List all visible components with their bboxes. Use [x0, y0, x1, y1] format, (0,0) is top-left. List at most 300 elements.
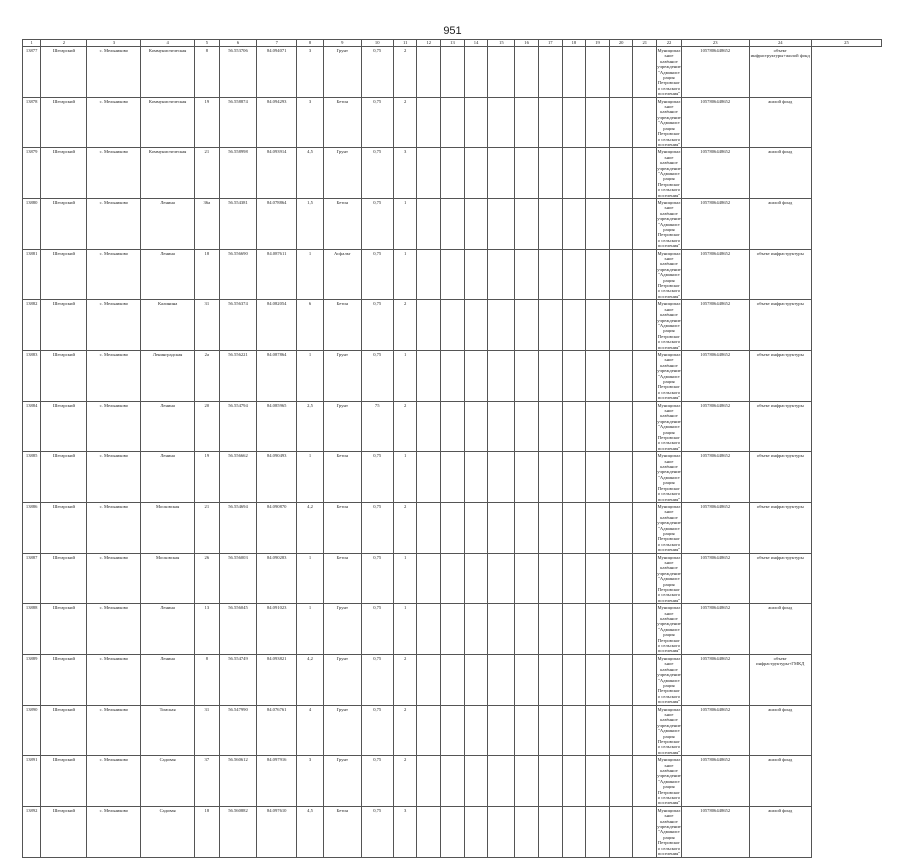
cell-settlement: с. Мельниково: [87, 47, 141, 98]
cell-settlement: с. Мельниково: [87, 502, 141, 553]
cell-street: Садовая: [141, 806, 195, 857]
cell-no: 13879: [23, 148, 41, 199]
cell-lat: 56.556690: [219, 249, 257, 300]
cell-empty: [538, 806, 562, 857]
cell-empty: [488, 350, 515, 401]
cell-organization: Муниципальное казённое учреждение "Администрация Петровского сельского поселения": [657, 250, 681, 299]
table-row: [23, 502, 882, 553]
cell-purpose: объект инфраструктуры+жилой фонд: [749, 47, 811, 98]
cell-district: Шегарский: [41, 350, 87, 401]
cell-empty: [633, 654, 657, 705]
cell-empty: [515, 452, 539, 503]
cell-lon: 84.090283: [257, 553, 297, 604]
column-header: 3: [87, 40, 141, 47]
cell-settlement: с. Мельниково: [87, 148, 141, 199]
cell-empty: [417, 350, 441, 401]
cell-lon: 84.085965: [257, 401, 297, 452]
cell-empty: [633, 553, 657, 604]
cell-empty: [586, 654, 610, 705]
cell-house: 31: [194, 300, 219, 351]
cell-empty: [417, 97, 441, 148]
cell-settlement: с. Мельниково: [87, 401, 141, 452]
cell-empty: [417, 148, 441, 199]
cell-organization: Муниципальное казённое учреждение "Администрация Петровского сельского поселения": [657, 149, 681, 198]
table-row: [23, 47, 882, 98]
cell-empty: [417, 654, 441, 705]
cell-empty: [586, 452, 610, 503]
cell-empty: [441, 806, 465, 857]
cell-empty: [586, 806, 610, 857]
cell-empty: [609, 502, 633, 553]
cell-settlement: с. Мельниково: [87, 604, 141, 655]
cell-empty: [586, 97, 610, 148]
cell-empty: [441, 756, 465, 807]
cell-lat: 56.560612: [219, 756, 257, 807]
cell-surface: Бетон: [323, 806, 361, 857]
cell-width: 0,75: [361, 97, 393, 148]
cell-empty: [586, 502, 610, 553]
cell-lat: 56.547990: [219, 705, 257, 756]
cell-house: 31: [194, 705, 219, 756]
cell-purpose: жилой фонд: [749, 756, 811, 807]
table-row: [23, 198, 882, 249]
cell-empty: [633, 249, 657, 300]
cell-empty: [633, 300, 657, 351]
cell-empty: [562, 654, 586, 705]
page-number: 951: [443, 25, 462, 37]
table-row: [23, 401, 882, 452]
cell-organization: Муниципальное казённое учреждение "Администрация Петровского сельского поселения": [657, 807, 681, 857]
cell-empty: [488, 249, 515, 300]
cell-empty: [515, 654, 539, 705]
cell-width: 0,75: [361, 756, 393, 807]
cell-empty: [417, 300, 441, 351]
cell-count: 1: [393, 553, 417, 604]
cell-settlement: с. Мельниково: [87, 654, 141, 705]
cell-empty: [562, 148, 586, 199]
cell-settlement: с. Мельниково: [87, 300, 141, 351]
cell-lon: 84.093914: [257, 148, 297, 199]
cell-empty: [441, 401, 465, 452]
cell-empty: [562, 604, 586, 655]
cell-empty: [562, 97, 586, 148]
cell-lat: 56.554381: [219, 198, 257, 249]
header-row: [23, 40, 882, 47]
cell-length: 1: [297, 604, 324, 655]
cell-width: 0,75: [361, 806, 393, 857]
cell-empty: [633, 97, 657, 148]
cell-organization: Муниципальное казённое учреждение "Администрация Петровского сельского поселения": [657, 605, 681, 654]
cell-lat: 56.560882: [219, 806, 257, 857]
cell-count: 1: [393, 198, 417, 249]
cell-lon: 84.090493: [257, 452, 297, 503]
cell-lat: 56.556374: [219, 300, 257, 351]
table-body: [23, 47, 882, 858]
cell-house: 18: [194, 249, 219, 300]
cell-lat: 56.556045: [219, 604, 257, 655]
cell-count: 2: [393, 97, 417, 148]
cell-empty: [633, 756, 657, 807]
cell-organization: Муниципальное казённое учреждение "Администрация Петровского сельского поселения": [657, 554, 681, 603]
cell-district: Шегарский: [41, 401, 87, 452]
cell-organization: Муниципальное казённое учреждение "Администрация Петровского сельского поселения": [657, 503, 681, 553]
cell-empty: [441, 350, 465, 401]
cell-empty: [633, 502, 657, 553]
cell-length: 4: [297, 705, 324, 756]
column-header: 25: [811, 40, 881, 47]
cell-empty: [441, 502, 465, 553]
column-header: 15: [488, 40, 515, 47]
cell-empty: [609, 300, 633, 351]
cell-empty: [562, 198, 586, 249]
cell-empty: [562, 806, 586, 857]
cell-empty: [488, 756, 515, 807]
cell-surface: Бетон: [323, 198, 361, 249]
cell-house: 26: [194, 553, 219, 604]
table-row: [23, 350, 882, 401]
cell-organization: Муниципальное казённое учреждение "Администрация Петровского сельского поселения": [657, 351, 681, 401]
cell-empty: [464, 806, 488, 857]
cell-surface: Бетон: [323, 553, 361, 604]
cell-empty: [464, 148, 488, 199]
column-header: 19: [586, 40, 610, 47]
cell-street: Томская: [141, 705, 195, 756]
cell-surface: Грунт: [323, 604, 361, 655]
cell-district: Шегарский: [41, 553, 87, 604]
cell-empty: [609, 401, 633, 452]
cell-empty: [586, 756, 610, 807]
cell-house: 18: [194, 806, 219, 857]
cell-empty: [488, 806, 515, 857]
cell-surface: Грунт: [323, 148, 361, 199]
cell-district: Шегарский: [41, 502, 87, 553]
cell-empty: [515, 300, 539, 351]
cell-empty: [417, 249, 441, 300]
cell-empty: [609, 198, 633, 249]
cell-length: 1: [297, 452, 324, 503]
cell-empty: [488, 604, 515, 655]
cell-empty: [538, 97, 562, 148]
cell-settlement: с. Мельниково: [87, 452, 141, 503]
cell-organization: Муниципальное казённое учреждение "Администрация Петровского сельского поселения": [657, 98, 681, 147]
cell-purpose: жилой фонд: [749, 604, 811, 655]
table-row: [23, 249, 882, 300]
cell-surface: Грунт: [323, 401, 361, 452]
table-row: [23, 452, 882, 503]
cell-ogrn: 1057806448652: [681, 47, 749, 98]
cell-purpose: жилой фонд: [749, 97, 811, 148]
cell-organization: Муниципальное казённое учреждение "Администрация Петровского сельского поселения": [657, 199, 681, 249]
cell-surface: Грунт: [323, 654, 361, 705]
cell-empty: [488, 502, 515, 553]
cell-organization: Муниципальное казённое учреждение "Администрация Петровского сельского поселения": [657, 402, 681, 451]
cell-empty: [538, 198, 562, 249]
cell-settlement: с. Мельниково: [87, 756, 141, 807]
cell-purpose: объект инфраструктуры+ГМКД: [749, 654, 811, 705]
cell-empty: [441, 300, 465, 351]
cell-purpose: объект инфраструктуры: [749, 553, 811, 604]
cell-empty: [464, 300, 488, 351]
cell-ogrn: 1057806448652: [681, 401, 749, 452]
cell-empty: [586, 604, 610, 655]
cell-empty: [488, 198, 515, 249]
cell-empty: [464, 452, 488, 503]
cell-count: 1: [393, 452, 417, 503]
cell-ogrn: 1057806448652: [681, 198, 749, 249]
cell-empty: [488, 452, 515, 503]
cell-street: Ленина: [141, 654, 195, 705]
cell-empty: [515, 350, 539, 401]
cell-district: Шегарский: [41, 452, 87, 503]
cell-settlement: с. Мельниково: [87, 198, 141, 249]
cell-street: Ленина: [141, 401, 195, 452]
cell-empty: [633, 350, 657, 401]
cell-empty: [562, 452, 586, 503]
cell-empty: [417, 705, 441, 756]
cell-empty: [538, 452, 562, 503]
cell-no: 13883: [23, 350, 41, 401]
cell-length: 4,5: [297, 806, 324, 857]
cell-empty: [586, 401, 610, 452]
cell-empty: [562, 401, 586, 452]
cell-empty: [609, 654, 633, 705]
cell-district: Шегарский: [41, 705, 87, 756]
cell-purpose: жилой фонд: [749, 705, 811, 756]
cell-empty: [538, 401, 562, 452]
cell-surface: Бетон: [323, 452, 361, 503]
cell-house: 19: [194, 452, 219, 503]
cell-no: 13892: [23, 806, 41, 857]
cell-empty: [515, 756, 539, 807]
cell-length: 1: [297, 553, 324, 604]
column-header: 12: [417, 40, 441, 47]
cell-empty: [586, 47, 610, 98]
cell-empty: [538, 553, 562, 604]
cell-lat: 56.554794: [219, 401, 257, 452]
cell-settlement: с. Мельниково: [87, 97, 141, 148]
cell-lon: 84.090870: [257, 502, 297, 553]
cell-district: Шегарский: [41, 148, 87, 199]
cell-length: 1: [297, 350, 324, 401]
column-header: 2: [41, 40, 87, 47]
cell-empty: [464, 47, 488, 98]
cell-house: 36а: [194, 198, 219, 249]
cell-count: 1: [393, 249, 417, 300]
table-row: [23, 148, 882, 199]
cell-house: 20: [194, 401, 219, 452]
cell-count: 3: [393, 148, 417, 199]
cell-lat: 56.556221: [219, 350, 257, 401]
cell-empty: [609, 756, 633, 807]
column-header: 23: [681, 40, 749, 47]
cell-empty: [464, 401, 488, 452]
cell-empty: [464, 756, 488, 807]
cell-empty: [562, 553, 586, 604]
cell-empty: [609, 47, 633, 98]
table-row: [23, 654, 882, 705]
cell-no: 13890: [23, 705, 41, 756]
cell-organization: Муниципальное казённое учреждение "Администрация Петровского сельского поселения": [657, 301, 681, 350]
cell-empty: [441, 604, 465, 655]
cell-width: 0,75: [361, 452, 393, 503]
cell-no: 13886: [23, 502, 41, 553]
cell-lat: 56.553706: [219, 47, 257, 98]
cell-organization: Муниципальное казённое учреждение "Администрация Петровского сельского поселения": [657, 655, 681, 705]
cell-house: 21: [194, 148, 219, 199]
cell-lon: 84.091023: [257, 604, 297, 655]
cell-count: 2: [393, 47, 417, 98]
cell-count: 2: [393, 705, 417, 756]
cell-length: 3: [297, 756, 324, 807]
cell-length: 2,5: [297, 401, 324, 452]
table-row: [23, 553, 882, 604]
cell-length: 1,5: [297, 198, 324, 249]
cell-empty: [441, 97, 465, 148]
cell-ogrn: 1057806448652: [681, 705, 749, 756]
cell-width: 0,75: [361, 249, 393, 300]
cell-empty: [562, 502, 586, 553]
cell-purpose: объект инфраструктуры: [749, 401, 811, 452]
cell-lon: 84.094071: [257, 47, 297, 98]
cell-empty: [562, 300, 586, 351]
cell-house: 8: [194, 654, 219, 705]
cell-empty: [609, 806, 633, 857]
cell-empty: [515, 705, 539, 756]
cell-count: 3: [393, 806, 417, 857]
cell-empty: [586, 553, 610, 604]
cell-empty: [609, 452, 633, 503]
cell-length: 3: [297, 97, 324, 148]
cell-empty: [562, 350, 586, 401]
cell-empty: [633, 604, 657, 655]
cell-empty: [562, 47, 586, 98]
cell-lat: 56.556003: [219, 553, 257, 604]
cell-empty: [538, 47, 562, 98]
cell-no: 13882: [23, 300, 41, 351]
column-header: 21: [633, 40, 657, 47]
cell-empty: [441, 148, 465, 199]
cell-empty: [417, 756, 441, 807]
cell-no: 13885: [23, 452, 41, 503]
cell-no: 13889: [23, 654, 41, 705]
cell-length: 3: [297, 47, 324, 98]
cell-empty: [488, 401, 515, 452]
cell-empty: [417, 553, 441, 604]
cell-empty: [515, 148, 539, 199]
cell-empty: [609, 148, 633, 199]
cell-empty: [609, 705, 633, 756]
cell-empty: [515, 249, 539, 300]
cell-empty: [464, 705, 488, 756]
cell-house: 8: [194, 47, 219, 98]
column-header: 10: [361, 40, 393, 47]
cell-ogrn: 1057806448652: [681, 249, 749, 300]
cell-empty: [488, 97, 515, 148]
cell-no: 13887: [23, 553, 41, 604]
cell-empty: [538, 604, 562, 655]
cell-empty: [515, 198, 539, 249]
cell-lon: 84.087611: [257, 249, 297, 300]
cell-ogrn: 1057806448652: [681, 350, 749, 401]
cell-empty: [586, 350, 610, 401]
cell-empty: [464, 97, 488, 148]
cell-empty: [515, 806, 539, 857]
cell-empty: [441, 705, 465, 756]
cell-surface: Бетон: [323, 502, 361, 553]
cell-width: 0,75: [361, 300, 393, 351]
cell-empty: [586, 705, 610, 756]
cell-lon: 84.087864: [257, 350, 297, 401]
cell-empty: [464, 654, 488, 705]
cell-empty: [609, 97, 633, 148]
cell-ogrn: 1057806448652: [681, 756, 749, 807]
cell-empty: [441, 47, 465, 98]
cell-empty: [538, 502, 562, 553]
cell-lat: 56.558874: [219, 97, 257, 148]
cell-empty: [538, 654, 562, 705]
cell-street: Московская: [141, 553, 195, 604]
cell-organization: Муниципальное казённое учреждение "Администрация Петровского сельского поселения": [657, 48, 681, 97]
cell-street: Ленина: [141, 249, 195, 300]
cell-lat: 56.558998: [219, 148, 257, 199]
column-header: 1: [23, 40, 41, 47]
cell-empty: [515, 604, 539, 655]
cell-width: 0,75: [361, 604, 393, 655]
cell-district: Шегарский: [41, 198, 87, 249]
column-header: 13: [441, 40, 465, 47]
cell-settlement: с. Мельниково: [87, 350, 141, 401]
cell-empty: [562, 705, 586, 756]
cell-lon: 84.076761: [257, 705, 297, 756]
cell-empty: [538, 705, 562, 756]
cell-empty: [488, 705, 515, 756]
cell-no: 13891: [23, 756, 41, 807]
cell-settlement: с. Мельниково: [87, 806, 141, 857]
column-header: 5: [194, 40, 219, 47]
cell-house: 13: [194, 604, 219, 655]
cell-street: Садовая: [141, 756, 195, 807]
table-row: [23, 300, 882, 351]
column-header: 24: [749, 40, 811, 47]
cell-empty: [417, 452, 441, 503]
cell-empty: [417, 198, 441, 249]
cell-ogrn: 1057806448652: [681, 806, 749, 857]
cell-width: 75: [361, 401, 393, 452]
cell-empty: [538, 249, 562, 300]
cell-empty: [538, 300, 562, 351]
cell-settlement: с. Мельниково: [87, 249, 141, 300]
cell-empty: [464, 350, 488, 401]
column-header: 20: [609, 40, 633, 47]
cell-empty: [417, 502, 441, 553]
cell-empty: [417, 806, 441, 857]
cell-empty: [633, 806, 657, 857]
cell-count: 2: [393, 756, 417, 807]
cell-purpose: объект инфраструктуры: [749, 300, 811, 351]
cell-house: 2а: [194, 350, 219, 401]
cell-ogrn: 1057806448652: [681, 148, 749, 199]
cell-empty: [586, 300, 610, 351]
cell-length: 1: [297, 249, 324, 300]
cell-width: 0,75: [361, 654, 393, 705]
cell-empty: [609, 249, 633, 300]
column-header: 6: [219, 40, 257, 47]
cell-purpose: объект инфраструктуры: [749, 502, 811, 553]
cell-empty: [464, 604, 488, 655]
cell-purpose: жилой фонд: [749, 148, 811, 199]
cell-empty: [417, 604, 441, 655]
column-header: 7: [257, 40, 297, 47]
